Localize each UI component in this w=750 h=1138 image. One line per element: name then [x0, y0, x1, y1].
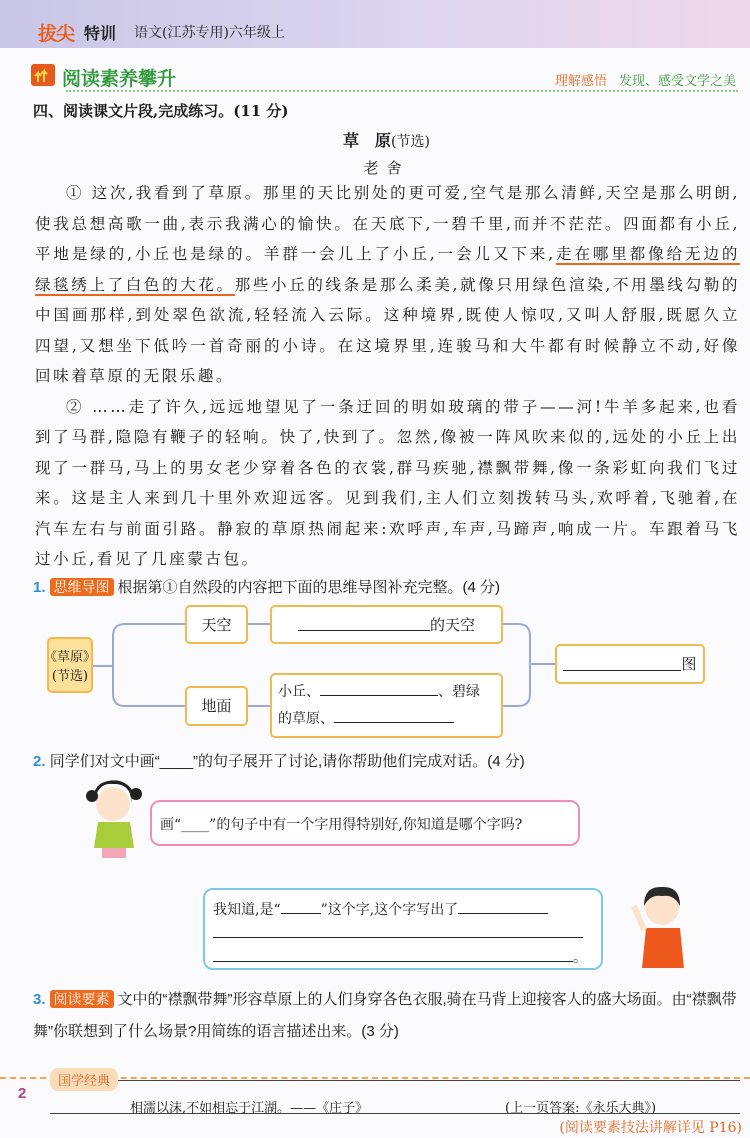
boy-blank-2[interactable]	[213, 924, 583, 938]
q2-text: 同学们对文中画“____”的句子展开了讨论,请你帮助他们完成对话。(4 分)	[49, 752, 525, 770]
boy-text-a: 我知道,是“	[213, 901, 281, 918]
sky-blank[interactable]	[298, 617, 430, 631]
p1-text-rest: 那些小丘的线条是那么柔美,就像只用绿色渲染,不用墨线勾勒的中国画那样,到处翠色欲流,轻轻流入云际。这种境界,既使人惊叹,又叫人舒服,既愿久立四望,又想坐下低吟一首奇丽的小诗。在这境界里,连骏马和大牛都有时候静立不动,好像回味着草原的无限乐趣。	[35, 275, 740, 385]
result-text: 图	[681, 655, 697, 673]
mind-map-root	[44, 637, 97, 693]
answer-line-1[interactable]	[50, 1048, 740, 1081]
q3-number: 3.	[33, 990, 46, 1008]
boy-blank-1[interactable]	[458, 900, 548, 914]
q3-text: 文中的“襟飘带舞”形容草原上的人们身穿各色衣服,骑在马背上迎接客人的盛大场面。由“襟飘带舞”你联想到了什么场景?用简练的语言描述出来。(3 分)	[33, 990, 737, 1040]
book-title: 语文(江苏专用)六年级上	[134, 25, 285, 41]
mind-map-sky: 天空	[185, 605, 248, 644]
question-3	[33, 984, 740, 1048]
passage-paragraph-2: ② ……走了许久,远远地望见了一条迂回的明如玻璃的带子——河!牛羊多起来,也看到了马群,隐隐有鞭子的轻响。快了,快到了。忽然,像被一阵风吹来似的,远处的小丘上出现了一群马,马上的男女老少穿着各色的衣裳,群马疾驰,襟飘带舞,像一条彩虹向我们飞过来。这是主人来到几十里外欢迎远客。见到我们,主人们立刻拨转马头,欢呼着,飞驰着,在汽车左右与前面引路。静寂的草原热闹起来:欢呼声,车声,马蹄声,响成一片。车跟着马飞过小丘,看见了几座蒙古包。	[35, 397, 740, 568]
boy-speech-bubble	[203, 888, 603, 970]
result-blank[interactable]	[563, 657, 681, 671]
ground-text-c: 的草原、	[278, 710, 334, 727]
boy-end: 。	[573, 949, 587, 966]
result-box	[555, 644, 705, 684]
brand-logo: 拔尖	[38, 24, 75, 45]
q1-tag: 思维导图	[50, 578, 114, 596]
classic-quote: 相濡以沫,不如相忘于江湖。——《庄子》	[130, 1101, 369, 1116]
title-note: (节选)	[391, 134, 430, 150]
dialogue-area	[33, 773, 740, 978]
underlined-sentence: 走在哪里都像给无边的绿毯绣上了白色的大花。	[35, 245, 740, 294]
root-note: (节选)	[51, 668, 89, 684]
passage-author: 老舍	[363, 159, 410, 177]
footer-tag: 国学经典	[50, 1068, 118, 1091]
passage-paragraph-1	[35, 178, 740, 392]
mind-map	[33, 601, 740, 743]
boy-blank-3[interactable]	[213, 948, 573, 962]
exercise-heading: 四、阅读课文片段,完成练习。(11 分)	[33, 102, 289, 120]
question-2	[33, 751, 740, 773]
boy-illustration-icon	[618, 878, 698, 973]
section-title: 阅读素养攀升	[62, 69, 177, 90]
ground-blank-1[interactable]	[320, 682, 438, 696]
boy-text-b: ”这个字,这个字写出了	[320, 901, 459, 918]
root-title: 《草原》	[44, 649, 97, 665]
brand-logo-suffix: 特训	[84, 26, 117, 43]
q2-number: 2.	[33, 752, 46, 770]
title-text: 草 原	[343, 131, 392, 150]
section-subtitle	[555, 70, 736, 89]
ground-text-b: 、碧绿	[438, 683, 480, 700]
girl-illustration-icon	[78, 778, 153, 858]
reference-note: (阅读要素技法讲解详见 P16)	[559, 1119, 742, 1136]
mind-map-ground: 地面	[185, 686, 248, 726]
sky-fill-text: 的天空	[429, 615, 475, 634]
ground-answer-box	[270, 673, 503, 738]
main-content	[33, 100, 740, 1138]
q1-number: 1.	[33, 578, 46, 596]
ground-text-a: 小丘、	[278, 683, 320, 700]
passage-title	[33, 130, 740, 152]
girl-speech-bubble: 画“____”的句子中有一个字用得特别好,你知道是哪个字吗?	[150, 800, 580, 846]
previous-page-answer: (上一页答案:《永乐大典》)	[505, 1101, 657, 1116]
question-1	[33, 577, 740, 599]
divider	[66, 90, 738, 92]
q3-tag: 阅读要素	[50, 990, 114, 1008]
subtitle-b: 发现、感受文学之美	[618, 74, 736, 89]
sky-answer-box	[270, 605, 503, 644]
book-arrow-icon	[31, 64, 55, 86]
page-number: 2	[18, 1085, 27, 1102]
ground-blank-2[interactable]	[334, 709, 454, 723]
p1-text: ① 这次,我看到了草原。那里的天比别处的更可爱,空气是那么清鲜,天空是那么明朗,使我总想高歌一曲,表示我满心的愉快。在天底下,一碧千里,而并不茫茫。四面都有小丘,平地是绿的,小丘也是绿的。羊群一会儿上了小丘,一会儿又下来,	[35, 184, 740, 263]
subtitle-a: 理解感悟	[554, 74, 607, 89]
boy-blank-char[interactable]	[281, 900, 321, 914]
q1-text: 根据第①自然段的内容把下面的思维导图补充完整。(4 分)	[117, 578, 501, 596]
